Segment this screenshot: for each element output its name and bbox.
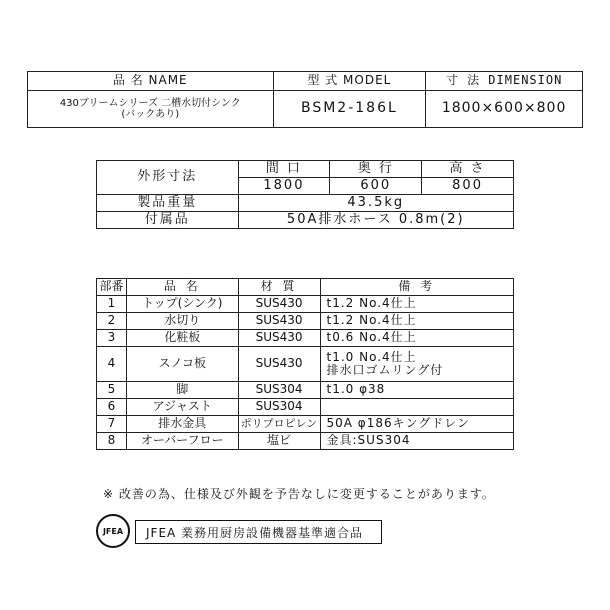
part-no: 3 xyxy=(97,330,127,347)
name-column-label: 品 名 NAME xyxy=(28,72,274,91)
disclaimer-note: ※ 改善の為、仕様及び外観を予告なしに変更することがあります。 xyxy=(103,487,495,501)
part-remark: t0.6 No.4仕上 xyxy=(320,330,513,347)
part-name: スノコ板 xyxy=(126,347,238,382)
width-value: 1800 xyxy=(238,178,330,195)
part-remark: t1.2 No.4仕上 xyxy=(320,296,513,313)
table-row xyxy=(97,416,514,433)
parts-header-name: 品 名 xyxy=(126,279,238,296)
certification-box xyxy=(135,520,382,544)
table-row xyxy=(97,296,514,313)
part-no: 5 xyxy=(97,382,127,399)
parts-table xyxy=(96,278,514,450)
part-name: オーバーフロー xyxy=(126,433,238,450)
outer-dim-label: 外形寸法 xyxy=(97,161,239,195)
product-header-table xyxy=(27,71,583,128)
height-value: 800 xyxy=(422,178,514,195)
product-name-cell xyxy=(28,91,274,128)
dimension-column-label: 寸 法 DIMENSION xyxy=(426,72,583,91)
table-row xyxy=(97,382,514,399)
part-no: 1 xyxy=(97,296,127,313)
accessory-label: 付属品 xyxy=(97,212,239,229)
part-remark: 金具:SUS304 xyxy=(320,433,513,450)
part-material: SUS430 xyxy=(238,313,320,330)
part-material: SUS430 xyxy=(238,347,320,382)
weight-label: 製品重量 xyxy=(97,195,239,212)
part-no: 4 xyxy=(97,347,127,382)
part-no: 8 xyxy=(97,433,127,450)
jfea-logo: JFEA xyxy=(96,514,130,548)
part-no: 2 xyxy=(97,313,127,330)
part-material: SUS430 xyxy=(238,296,320,313)
width-label: 間 口 xyxy=(238,161,330,178)
part-name: アジャスト xyxy=(126,399,238,416)
model-column-label: 型 式 MODEL xyxy=(273,72,426,91)
dimension-value: 1800×600×800 xyxy=(426,91,583,128)
parts-header-material: 材 質 xyxy=(238,279,320,296)
part-material: ポリプロピレン xyxy=(238,416,320,433)
part-name: 排水金具 xyxy=(126,416,238,433)
parts-header-remark: 備 考 xyxy=(320,279,513,296)
part-no: 7 xyxy=(97,416,127,433)
spec-table xyxy=(96,160,514,229)
table-row xyxy=(97,330,514,347)
table-row xyxy=(97,399,514,416)
parts-header-no: 部番 xyxy=(97,279,127,296)
depth-value: 600 xyxy=(330,178,422,195)
part-material: SUS430 xyxy=(238,330,320,347)
part-material: SUS304 xyxy=(238,399,320,416)
part-material: SUS304 xyxy=(238,382,320,399)
part-name: 水切り xyxy=(126,313,238,330)
accessory-value: 50A排水ホース 0.8m(2) xyxy=(238,212,513,229)
part-remark: t1.0 φ38 xyxy=(320,382,513,399)
model-value: BSM2-186L xyxy=(273,91,426,128)
height-label: 高 さ xyxy=(422,161,514,178)
depth-label: 奥 行 xyxy=(330,161,422,178)
certification-text: JFEA 業務用厨房設備機器基準適合品 xyxy=(146,525,364,540)
part-material: 塩ビ xyxy=(238,433,320,450)
part-remark xyxy=(320,347,513,382)
table-row xyxy=(97,433,514,450)
part-remark: 50A φ186キングドレン xyxy=(320,416,513,433)
part-remark-line1: t1.0 No.4仕上 xyxy=(326,349,417,364)
part-name: 脚 xyxy=(126,382,238,399)
weight-value: 43.5kg xyxy=(238,195,513,212)
product-name-line1: 430ブリームシリーズ 二槽水切付シンク xyxy=(59,97,241,109)
part-name: 化粧板 xyxy=(126,330,238,347)
part-no: 6 xyxy=(97,399,127,416)
product-name-line2: (バックあり) xyxy=(121,109,180,120)
part-remark: t1.2 No.4仕上 xyxy=(320,313,513,330)
part-name: トップ(シンク) xyxy=(126,296,238,313)
part-remark-line2: 排水口ゴムリング付 xyxy=(326,363,444,377)
table-row xyxy=(97,313,514,330)
part-remark xyxy=(320,399,513,416)
table-row xyxy=(97,347,514,382)
